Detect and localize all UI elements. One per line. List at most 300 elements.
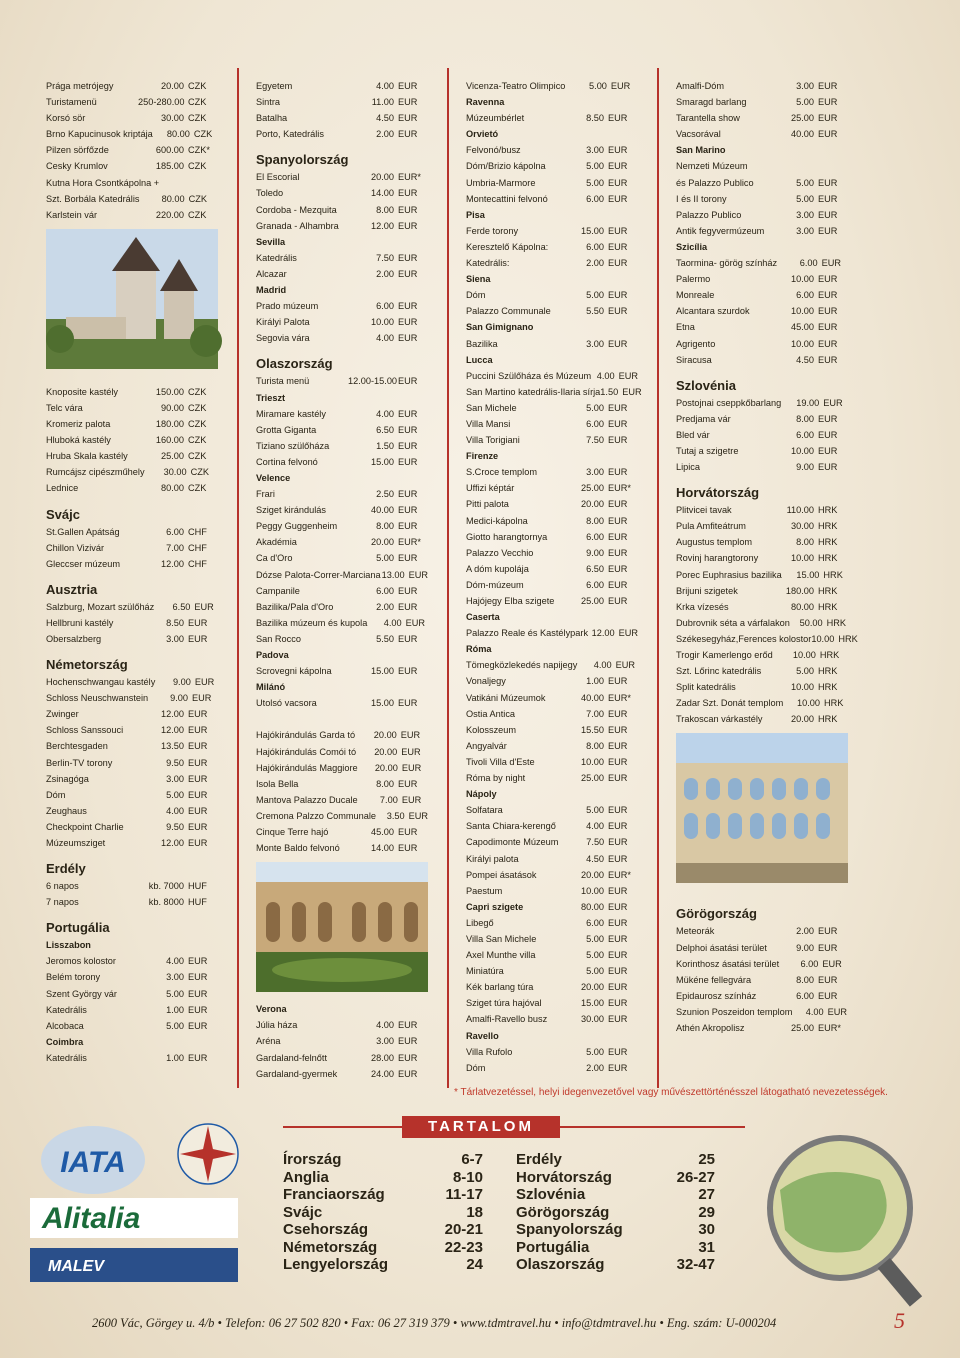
item-price: 15.00 <box>371 456 394 467</box>
price-row <box>676 239 848 255</box>
item-name: Meteorák <box>676 926 715 937</box>
item-price: 4.00 <box>805 1006 824 1017</box>
price-row <box>676 271 848 287</box>
item-currency: EUR <box>818 974 838 985</box>
malev-logo: MALEV <box>48 1258 104 1275</box>
item-name: Szicília <box>676 241 708 252</box>
price-row <box>676 972 848 988</box>
item-price: 15.00 <box>371 698 394 709</box>
item-name: Epidaurosz színház <box>676 990 757 1001</box>
item-price <box>348 1001 394 1017</box>
item-name: Egyetem <box>256 81 293 91</box>
item-name: Bazilika/Pala d'Oro <box>256 601 334 612</box>
item-name: Villa Mansi <box>466 418 511 429</box>
item-name: Sziget túra hajóval <box>466 998 542 1009</box>
item-price: 25.00 <box>581 773 604 784</box>
section-title-szlovenia: Szlovénia <box>676 377 736 393</box>
item-name: Pitti palota <box>466 499 509 510</box>
item-price: 5.00 <box>586 290 604 301</box>
price-row <box>256 202 428 218</box>
item-currency: EUR <box>608 177 628 188</box>
section-title-spanyolorszag: Spanyolország <box>256 152 349 168</box>
price-row <box>676 395 848 411</box>
item-name: Hajókirándulás Comói tó <box>256 746 357 757</box>
item-price: 25.00 <box>791 1023 814 1034</box>
price-row <box>466 754 638 770</box>
price-row <box>46 1018 218 1034</box>
toc-page: 26-27 <box>676 1168 715 1186</box>
price-row <box>466 175 638 191</box>
item-name: Verona <box>256 1004 287 1015</box>
item-name: Szunion Poszeidon templom <box>676 1006 793 1017</box>
item-price: 5.00 <box>586 950 604 961</box>
compass-rose-icon <box>178 1124 238 1184</box>
item-currency <box>814 142 848 158</box>
price-row <box>256 1066 428 1082</box>
item-price: 12.00 <box>591 628 615 639</box>
item-currency <box>604 641 638 657</box>
item-name: Székesegyház,Ferences kolostor <box>676 633 812 644</box>
item-name: Turista menü <box>256 376 310 387</box>
price-row <box>256 824 428 840</box>
toc-page: 6-7 <box>461 1151 483 1168</box>
item-currency: EUR* <box>398 172 421 183</box>
item-currency: EUR <box>188 741 208 752</box>
item-name: Frari <box>256 489 275 500</box>
item-price: 80.00 <box>166 129 190 140</box>
price-row <box>256 615 428 631</box>
price-row <box>46 738 218 754</box>
price-row <box>256 631 428 647</box>
item-name: Nápoly <box>466 789 497 800</box>
price-row <box>466 657 638 673</box>
section-title-nemetorszag: Németország <box>46 657 128 673</box>
item-price: 5.00 <box>796 177 814 188</box>
price-row <box>466 995 638 1011</box>
item-name: Santa Chiara-kerengő <box>466 821 556 832</box>
item-currency: EUR <box>188 633 208 644</box>
item-name: Cordoba - Mezquita <box>256 204 337 215</box>
item-currency: EUR <box>608 596 628 606</box>
toc-row <box>516 1186 715 1204</box>
price-row <box>46 416 218 432</box>
item-currency: EUR <box>188 789 208 800</box>
toc-country: Lengyelország <box>283 1256 389 1273</box>
price-row <box>676 191 848 207</box>
item-price: 6.00 <box>796 990 814 1001</box>
item-currency: EUR <box>188 1020 208 1031</box>
item-price: 7.50 <box>586 837 605 848</box>
item-currency: EUR <box>608 579 628 590</box>
price-row <box>466 883 638 899</box>
price-row <box>676 534 848 550</box>
item-currency: EUR <box>608 306 628 317</box>
price-column-3 <box>466 78 642 1076</box>
portugalia-list <box>46 937 218 1066</box>
item-price: 160.00 <box>155 435 184 446</box>
item-name: Palermo <box>676 274 711 285</box>
item-price: 3.00 <box>796 81 814 91</box>
item-currency <box>604 352 638 368</box>
item-currency: EUR <box>408 569 428 580</box>
item-price: 250-280.00 <box>138 97 185 108</box>
item-name: Ostia Antica <box>466 708 516 719</box>
item-price: 2.00 <box>376 601 394 612</box>
item-price: 45.00 <box>791 322 814 333</box>
item-name: San Michele <box>466 402 517 413</box>
price-row <box>676 502 848 518</box>
price-row <box>466 287 638 303</box>
item-price: 3.50 <box>386 810 405 821</box>
price-row <box>46 1002 218 1018</box>
item-name: Kék barlang túra <box>466 982 534 993</box>
item-currency: EUR <box>608 161 628 172</box>
item-name: Knoposite kastély <box>46 386 119 397</box>
item-name: A dóm kupolája <box>466 563 529 574</box>
item-name: Kolosszeum <box>466 724 517 735</box>
price-row <box>46 142 218 158</box>
item-name: Királyi palota <box>466 853 519 864</box>
item-price: 3.00 <box>796 225 814 236</box>
price-row <box>676 255 848 271</box>
price-row <box>466 625 638 641</box>
price-row <box>46 615 218 631</box>
spanyol-list <box>256 169 428 346</box>
item-name: Vicenza-Teatro Olimpico <box>466 81 566 91</box>
item-currency: EUR <box>188 709 208 720</box>
price-row <box>676 631 858 647</box>
italian-villa-photo <box>256 862 428 992</box>
item-name: Coimbra <box>46 1036 84 1047</box>
item-currency <box>604 126 638 142</box>
item-name: Velence <box>256 472 291 483</box>
item-name: Obersalzberg <box>46 633 102 644</box>
price-row <box>46 878 218 894</box>
item-currency: EUR <box>818 306 838 317</box>
item-price: 1.00 <box>166 1004 184 1015</box>
section-title-ausztria: Ausztria <box>46 581 98 597</box>
gorog-list <box>676 923 848 1036</box>
item-currency <box>394 282 428 298</box>
item-name: Lisszabon <box>46 940 91 951</box>
item-price <box>558 1028 604 1044</box>
item-name: Mükéne fellegvára <box>676 974 752 985</box>
item-currency: HRK <box>818 585 838 596</box>
item-price: 5.00 <box>586 966 604 977</box>
column-divider <box>237 68 239 1088</box>
item-price: 2.00 <box>586 258 604 269</box>
item-currency: EUR <box>398 376 418 387</box>
item-name: Medici-kápolna <box>466 515 528 526</box>
price-row <box>46 787 218 803</box>
item-name: Róma by night <box>466 773 526 784</box>
item-price <box>558 126 604 142</box>
item-name: Berchtesgaden <box>46 741 108 752</box>
item-currency <box>394 1001 428 1017</box>
price-row <box>466 255 638 271</box>
item-price: 6.00 <box>586 241 604 252</box>
price-row <box>466 915 638 931</box>
item-price <box>348 282 394 298</box>
item-name: Athén Akropolisz <box>676 1023 745 1034</box>
item-name: Pilzen sörfőzde <box>46 145 109 156</box>
item-currency: EUR <box>398 268 418 279</box>
item-name: Madrid <box>256 285 287 296</box>
item-currency: EUR <box>398 456 418 467</box>
item-name: Katedrális <box>46 1004 87 1015</box>
price-row <box>466 818 638 834</box>
price-row <box>676 988 848 1004</box>
item-currency: EUR <box>188 838 208 848</box>
item-currency: EUR <box>818 129 838 140</box>
item-name: Dubrovnik séta a várfalakon <box>676 617 790 628</box>
item-name: Campanile <box>256 585 300 596</box>
item-currency: EUR <box>194 601 214 612</box>
item-price: 4.00 <box>596 370 615 381</box>
item-price <box>558 319 604 335</box>
item-name: Múzeumbérlet <box>466 113 525 124</box>
price-row <box>46 556 218 572</box>
toc-row <box>516 1151 715 1169</box>
item-currency: EUR <box>398 204 418 215</box>
item-name: Puccini Szülőháza és Múzeum <box>466 370 592 381</box>
item-currency: HRK <box>818 505 838 516</box>
item-name: Krka vízesés <box>676 601 729 612</box>
item-name: Belém torony <box>46 972 101 983</box>
item-currency: HRK <box>819 650 840 660</box>
item-currency: EUR <box>618 628 638 639</box>
item-name: 6 napos <box>46 881 79 892</box>
item-price: 10.00 <box>797 698 821 709</box>
czech-list <box>46 78 218 223</box>
price-row <box>676 695 848 711</box>
item-currency: HRK <box>818 666 838 677</box>
magnifier-map-illustration <box>740 1130 940 1305</box>
price-row <box>676 126 848 142</box>
price-row <box>256 518 428 534</box>
item-currency: EUR <box>188 821 208 832</box>
toc-page: 30 <box>698 1221 715 1238</box>
item-price: 10.00 <box>792 650 816 660</box>
price-row <box>46 158 218 174</box>
item-price: 40.00 <box>581 692 604 703</box>
item-name: Lipica <box>676 462 701 473</box>
price-row <box>676 615 848 631</box>
toc-row <box>516 1239 715 1257</box>
item-price: 3.00 <box>376 1036 394 1047</box>
item-price: 5.00 <box>586 933 604 944</box>
item-name: Rumcájsz cipészműhely <box>46 467 145 478</box>
item-price: 9.50 <box>166 821 184 832</box>
item-currency: HRK <box>818 537 838 548</box>
item-currency: EUR <box>608 982 628 993</box>
item-price: 4.00 <box>376 81 394 91</box>
item-currency: EUR <box>818 193 838 204</box>
item-currency <box>604 271 638 287</box>
item-currency: EUR <box>398 129 418 140</box>
item-name: Hajójegy Elba szigete <box>466 596 555 606</box>
tartalom-title: TARTALOM <box>402 1116 560 1138</box>
item-price: 6.00 <box>376 585 394 596</box>
item-currency: EUR <box>608 708 628 719</box>
item-price: 5.00 <box>586 177 604 188</box>
item-name: Prado múzeum <box>256 301 319 312</box>
verona-list <box>256 1001 428 1081</box>
price-row <box>466 609 638 625</box>
item-currency: HRK <box>818 521 838 532</box>
item-price <box>348 679 394 695</box>
item-price: 3.00 <box>586 145 604 156</box>
item-price: 14.00 <box>371 843 394 854</box>
toc-page: 29 <box>698 1203 715 1221</box>
price-row <box>466 851 638 867</box>
column-divider <box>447 68 449 1088</box>
item-currency <box>604 319 638 335</box>
item-currency: EUR <box>398 97 418 108</box>
price-column-4 <box>676 78 858 1036</box>
item-name: Nemzeti Múzeum <box>676 161 748 172</box>
price-row <box>466 78 638 94</box>
item-name: Delphoi ásatási terület <box>676 942 767 953</box>
item-price <box>558 352 604 368</box>
item-currency: HRK <box>823 569 843 580</box>
price-row <box>466 416 638 432</box>
price-row <box>466 239 638 255</box>
price-row <box>256 126 428 142</box>
item-price: 5.00 <box>166 1020 184 1031</box>
price-row <box>466 802 638 818</box>
item-currency: EUR* <box>818 1023 841 1034</box>
item-price: 6.00 <box>586 418 604 429</box>
price-row <box>46 448 218 464</box>
item-name: Lednice <box>46 483 79 494</box>
item-name: 7 napos <box>46 897 79 908</box>
price-row <box>46 94 218 110</box>
price-row <box>256 679 428 695</box>
price-row <box>46 400 218 416</box>
price-column-1 <box>46 78 218 1066</box>
price-row <box>466 593 638 609</box>
item-price: 10.00 <box>791 682 814 693</box>
item-currency <box>604 448 638 464</box>
footer-contact: 2600 Vác, Görgey u. 4/b • Telefon: 06 27 502 820 • Fax: 06 27 319 379 • www.tdmtravel.hu • info@tdmtravel.hu • Eng. szám: U-000204 <box>92 1316 777 1330</box>
item-price: 6.50 <box>586 563 604 574</box>
item-currency <box>604 94 638 110</box>
item-currency: EUR <box>188 773 208 784</box>
item-name: Sintra <box>256 97 281 108</box>
price-row <box>466 577 638 593</box>
item-price: 6.00 <box>586 579 604 590</box>
item-currency: HRK <box>826 617 847 628</box>
item-name: Mantova Palazzo Ducale <box>256 794 358 805</box>
item-currency: EUR <box>608 933 628 944</box>
item-currency: EUR <box>398 489 418 500</box>
item-price: 6.00 <box>586 917 604 928</box>
item-name: Júlia háza <box>256 1020 298 1031</box>
item-currency: EUR <box>818 429 838 440</box>
item-price: 8.00 <box>796 537 814 548</box>
item-name: Keresztelő Kápolna: <box>466 241 549 252</box>
price-row <box>676 1004 848 1020</box>
item-name: Dóm <box>466 1062 486 1073</box>
item-name: Katedrális <box>256 252 297 263</box>
price-row <box>256 599 428 615</box>
item-name: Axel Munthe villa <box>466 950 536 961</box>
price-row <box>256 94 428 110</box>
item-price: 20.00 <box>371 537 394 548</box>
item-name: Isola Bella <box>256 778 299 789</box>
item-currency <box>394 390 428 406</box>
item-price: 220.00 <box>155 209 184 220</box>
item-price: 8.50 <box>586 113 604 124</box>
toc-row <box>516 1221 715 1239</box>
price-row <box>676 647 848 663</box>
item-currency: EUR <box>398 698 418 709</box>
price-row <box>46 755 218 771</box>
price-row <box>256 583 428 599</box>
item-price: 20.00 <box>371 172 394 183</box>
price-row <box>256 1001 428 1017</box>
item-currency: EUR <box>608 145 628 156</box>
item-currency: CZK <box>188 113 207 124</box>
item-price: 40.00 <box>371 505 394 516</box>
price-row <box>676 223 848 239</box>
item-currency: EUR <box>400 730 421 741</box>
karlstein-castle-photo <box>46 229 218 369</box>
item-name <box>256 711 348 727</box>
item-price: 4.50 <box>376 113 394 124</box>
price-row <box>466 352 638 368</box>
toc-row <box>283 1186 483 1204</box>
price-row <box>256 776 428 792</box>
item-price: 4.00 <box>593 660 612 671</box>
item-currency: EUR <box>608 193 628 204</box>
item-currency: EUR <box>398 252 418 263</box>
item-price: 6.00 <box>800 958 819 969</box>
item-currency: EUR <box>818 990 838 1001</box>
price-row <box>256 663 428 679</box>
item-price: 10.00 <box>581 756 604 767</box>
item-currency: EUR <box>608 515 628 526</box>
item-price: 7.50 <box>376 252 394 263</box>
item-price: 180.00 <box>155 419 184 430</box>
item-name: Monte Baldo felvonó <box>256 843 340 854</box>
item-price: 4.00 <box>376 1020 394 1031</box>
section-title-horvatorszag: Horvátország <box>676 485 760 501</box>
item-currency: HRK <box>818 714 838 725</box>
item-price: 20.00 <box>161 81 184 91</box>
section-title-gorogorszag: Görögország <box>676 906 757 922</box>
price-row <box>46 894 218 910</box>
item-currency <box>604 786 638 802</box>
price-row <box>256 744 428 760</box>
item-currency: EUR* <box>608 692 631 703</box>
item-name: Predjama vár <box>676 413 731 424</box>
olasz-list-3 <box>676 78 848 368</box>
price-row <box>466 947 638 963</box>
item-currency: EUR <box>188 1004 208 1015</box>
item-price: 7.00 <box>586 708 604 719</box>
item-currency: HRK <box>818 553 838 564</box>
item-currency: CZK <box>188 435 207 446</box>
item-price <box>348 470 394 486</box>
item-name: Vonaljegy <box>466 676 506 687</box>
price-row <box>466 738 638 754</box>
price-row <box>256 760 428 776</box>
item-price: 20.00 <box>581 499 604 510</box>
item-currency: HUF <box>188 881 207 892</box>
item-name: Dóm-múzeum <box>466 579 524 590</box>
